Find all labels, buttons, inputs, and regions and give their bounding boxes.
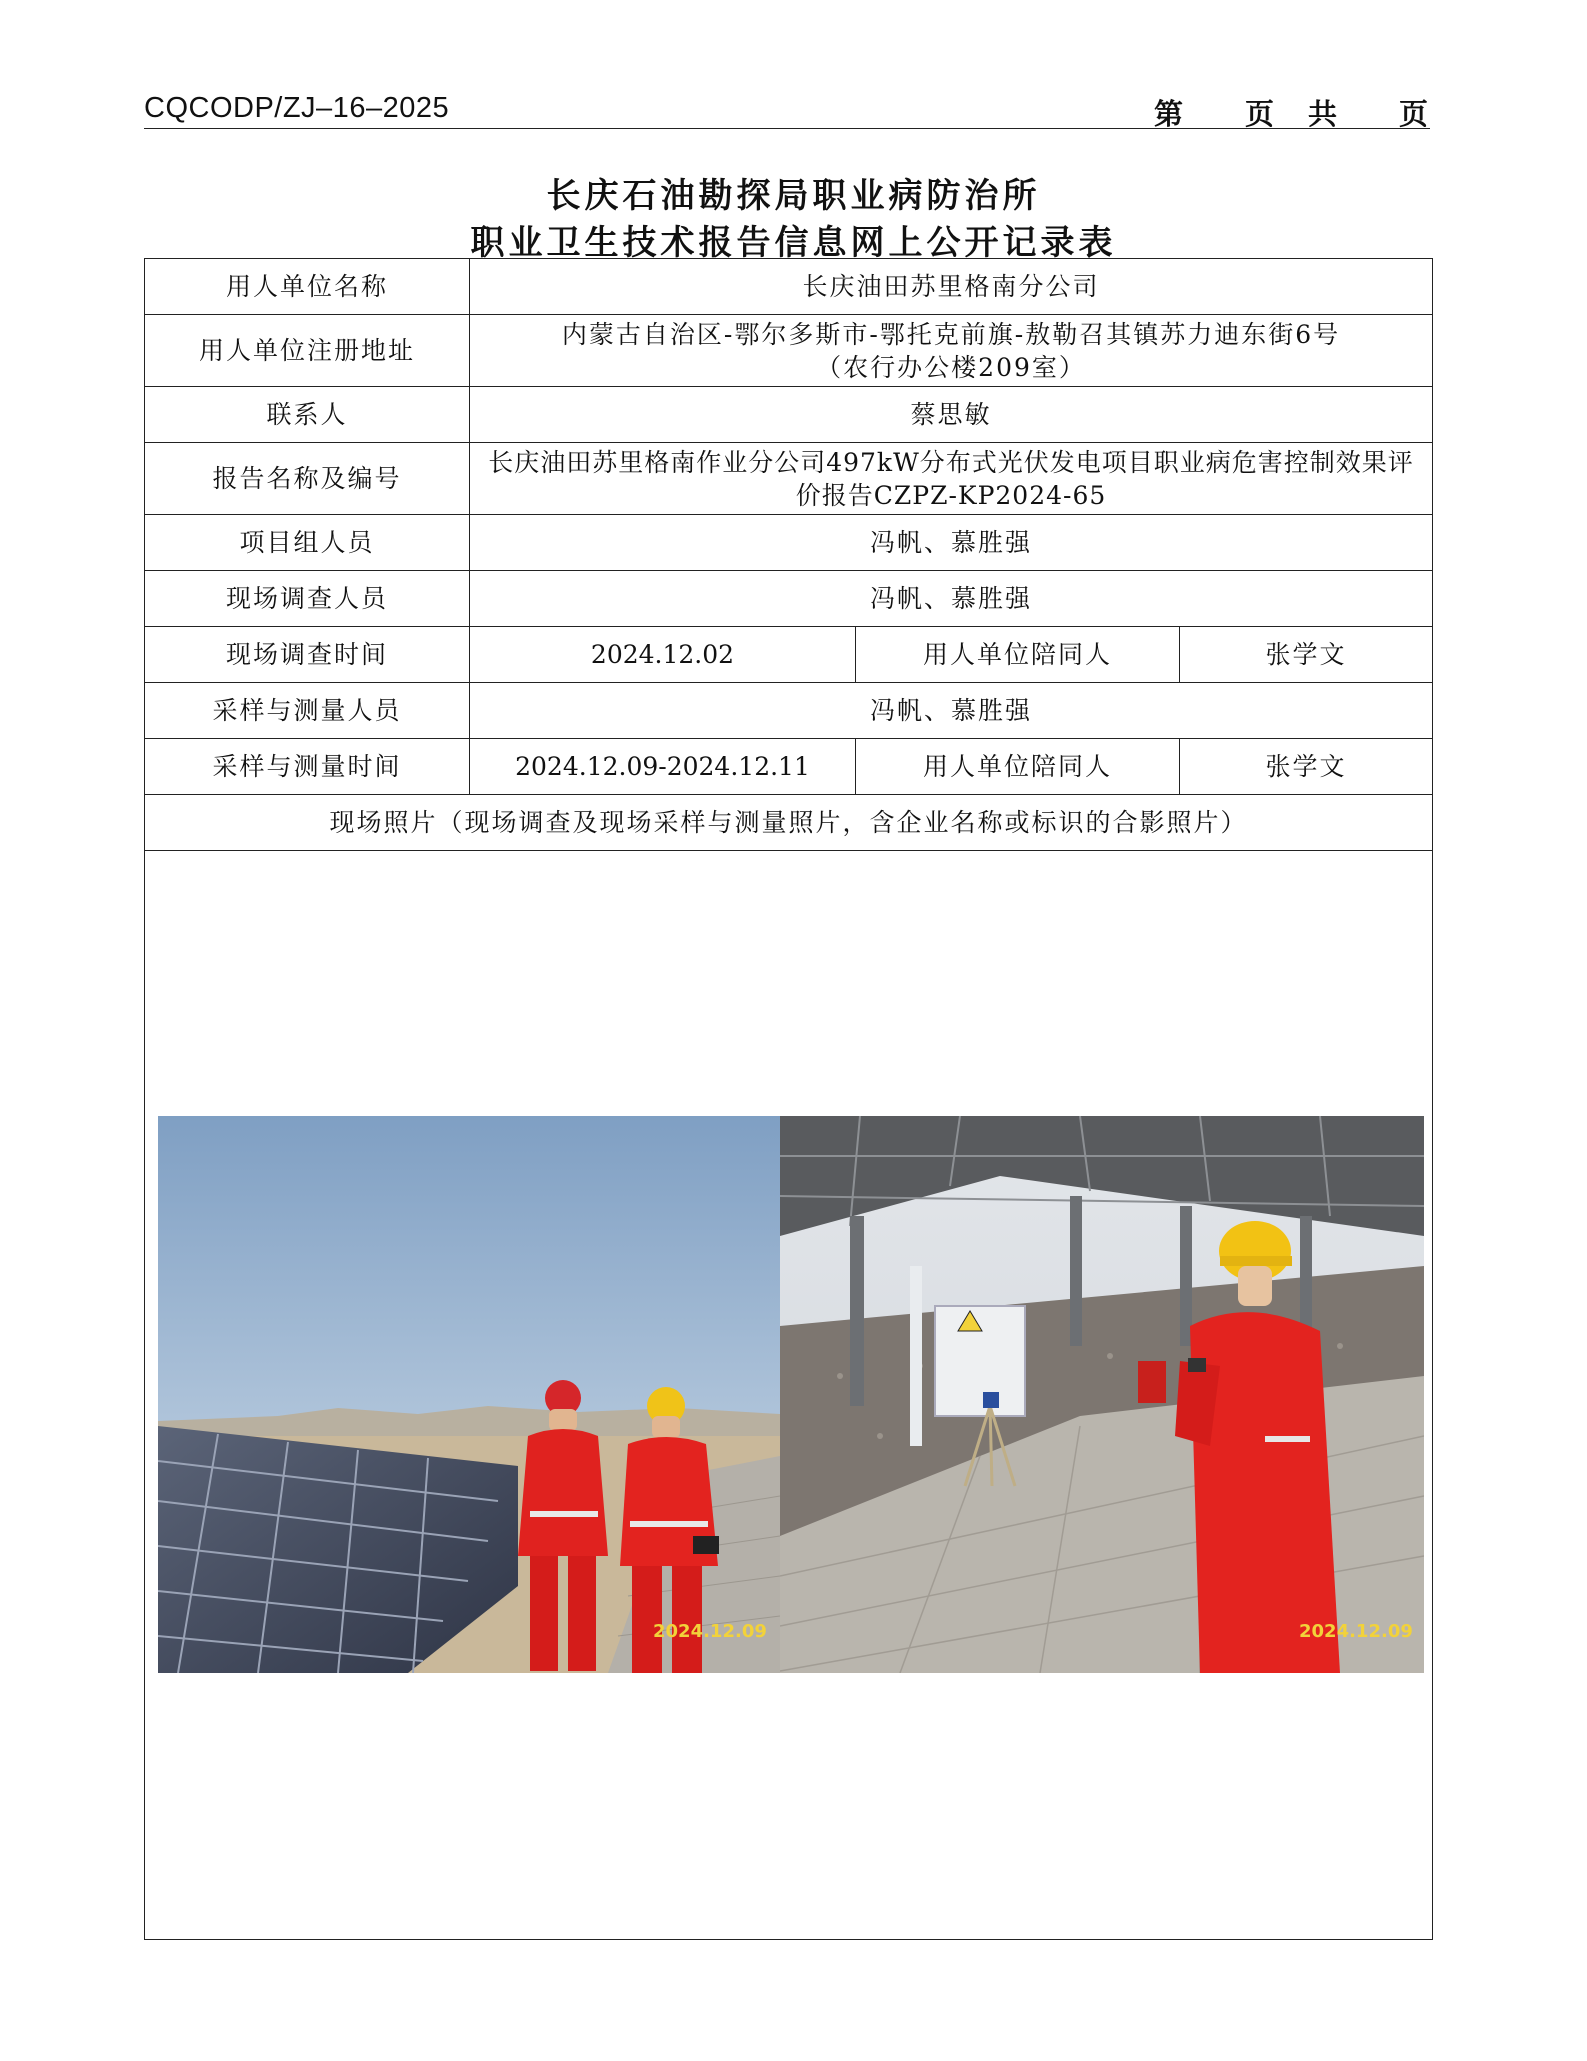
contact-label: 联系人 bbox=[145, 387, 470, 443]
record-table bbox=[144, 258, 1433, 1940]
row-survey-time bbox=[145, 627, 1433, 683]
site-photo-measurement bbox=[780, 1116, 1424, 1673]
survey-time-label: 现场调查时间 bbox=[145, 627, 470, 683]
survey-members-value: 冯帆、慕胜强 bbox=[470, 571, 1433, 627]
row-photos bbox=[145, 851, 1433, 1940]
page-label-gong: 共 bbox=[1307, 97, 1339, 131]
sampling-time-label: 采样与测量时间 bbox=[145, 739, 470, 795]
row-sampling-members bbox=[145, 683, 1433, 739]
group-photo-image bbox=[158, 1116, 780, 1673]
row-survey-members bbox=[145, 571, 1433, 627]
report-line2: 价报告CZPZ-KP2024-65 bbox=[795, 480, 1107, 510]
survey-companion-label: 用人单位陪同人 bbox=[856, 627, 1180, 683]
employer-address-line2: （农行办公楼209室） bbox=[816, 352, 1086, 382]
survey-time-value: 2024.12.02 bbox=[470, 627, 856, 683]
report-value bbox=[470, 443, 1433, 515]
survey-members-label: 现场调查人员 bbox=[145, 571, 470, 627]
employer-address-value bbox=[470, 315, 1433, 387]
project-members-value: 冯帆、慕胜强 bbox=[470, 515, 1433, 571]
measurement-photo-image bbox=[780, 1116, 1424, 1673]
page-label-ye-total: 页 bbox=[1398, 97, 1430, 131]
form-title: 职业卫生技术报告信息网上公开记录表 bbox=[470, 223, 1117, 263]
row-report bbox=[145, 443, 1433, 515]
sampling-companion-value: 张学文 bbox=[1180, 739, 1433, 795]
photos-heading: 现场照片（现场调查及现场采样与测量照片，含企业名称或标识的合影照片） bbox=[145, 795, 1433, 851]
sampling-members-label: 采样与测量人员 bbox=[145, 683, 470, 739]
document-code: CQCODP/ZJ–16–2025 bbox=[144, 92, 450, 124]
page-counter bbox=[1122, 92, 1430, 133]
row-employer-name bbox=[145, 259, 1433, 315]
row-contact bbox=[145, 387, 1433, 443]
employer-address-label: 用人单位注册地址 bbox=[145, 315, 470, 387]
photos-cell bbox=[145, 851, 1433, 1940]
sampling-members-value: 冯帆、慕胜强 bbox=[470, 683, 1433, 739]
report-line1: 长庆油田苏里格南作业分公司497kW分布式光伏发电项目职业病危害控制效果评 bbox=[488, 447, 1414, 477]
row-photos-heading bbox=[145, 795, 1433, 851]
employer-address-line1: 内蒙古自治区-鄂尔多斯市-鄂托克前旗-敖勒召其镇苏力迪东街6号 bbox=[561, 319, 1341, 349]
employer-name-value: 长庆油田苏里格南分公司 bbox=[470, 259, 1433, 315]
photo-strip bbox=[158, 1116, 1424, 1673]
page-label-ye: 页 bbox=[1244, 97, 1276, 131]
row-project-members bbox=[145, 515, 1433, 571]
report-label: 报告名称及编号 bbox=[145, 443, 470, 515]
row-sampling-time bbox=[145, 739, 1433, 795]
institution-title: 长庆石油勘探局职业病防治所 bbox=[546, 176, 1041, 216]
employer-name-label: 用人单位名称 bbox=[145, 259, 470, 315]
site-photo-group bbox=[158, 1116, 780, 1673]
photo-date-stamp: 2024.12.09 bbox=[653, 1621, 767, 1642]
row-employer-address bbox=[145, 315, 1433, 387]
project-members-label: 项目组人员 bbox=[145, 515, 470, 571]
survey-companion-value: 张学文 bbox=[1180, 627, 1433, 683]
sampling-time-value: 2024.12.09-2024.12.11 bbox=[470, 739, 856, 795]
page-label-di: 第 bbox=[1153, 97, 1185, 131]
contact-value: 蔡思敏 bbox=[470, 387, 1433, 443]
page-header bbox=[144, 88, 1430, 129]
photo-date-stamp: 2024.12.09 bbox=[1299, 1621, 1413, 1642]
sampling-companion-label: 用人单位陪同人 bbox=[856, 739, 1180, 795]
